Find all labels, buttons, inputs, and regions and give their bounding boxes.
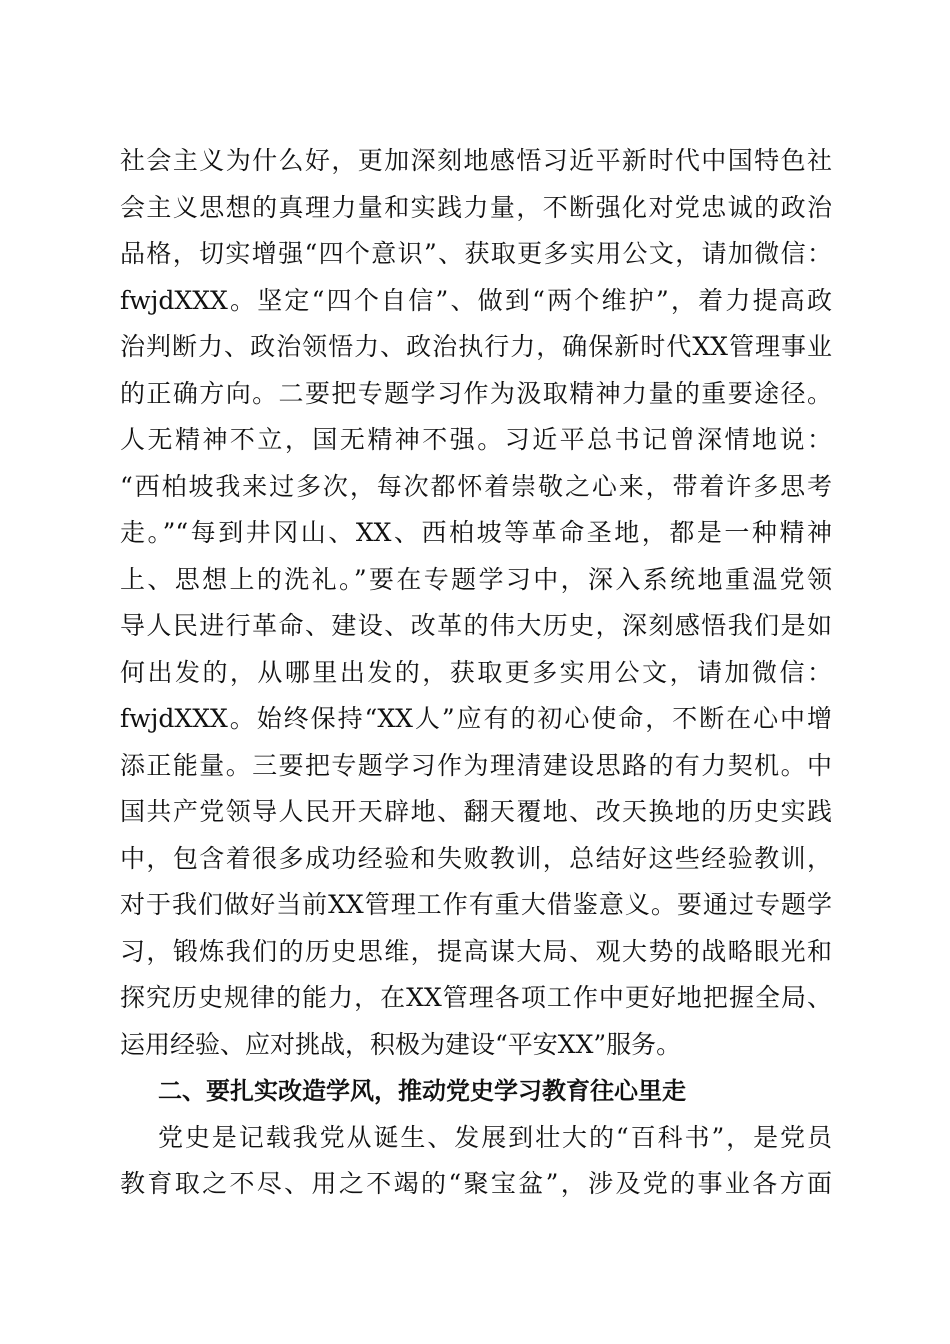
text-line: 会主义思想的真理力量和实践力量，不断强化对党忠诚的政治 [120,192,832,222]
text-line: 品格，切实增强“四个意识”、获取更多实用公文，请加微信： [120,239,832,268]
text-line: 对于我们做好当前XX管理工作有重大借鉴意义。要通过专题学 [120,890,832,919]
text-line: 的正确方向。二要把专题学习作为汲取精神力量的重要途径。 [120,378,832,408]
text-line: 探究历史规律的能力，在XX管理各项工作中更好地把握全局、 [120,983,832,1012]
text-line: 上、思想上的洗礼。”要在专题学习中，深入系统地重温党领 [120,564,832,594]
text-line: 中，包含着很多成功经验和失败教训，总结好这些经验教训， [120,843,832,873]
text-line: 添正能量。三要把专题学习作为理清建设思路的有力契机。中 [120,750,832,780]
text-line: 运用经验、应对挑战，积极为建设“平安XX”服务。 [120,1029,682,1059]
text-line: 人无精神不立，国无精神不强。习近平总书记曾深情地说： [120,425,832,454]
text-line: 治判断力、政治领悟力、政治执行力，确保新时代XX管理事业 [120,332,832,361]
document-body [120,138,832,1208]
text-line: 社会主义为什么好，更加深刻地感悟习近平新时代中国特色社 [120,146,832,175]
text-line: 习，锻炼我们的历史思维，提高谋大局、观大势的战略眼光和 [120,936,832,966]
text-line: 国共产党领导人民开天辟地、翻天覆地、改天换地的历史实践 [120,797,832,826]
text-line: 导人民进行革命、建设、改革的伟大历史，深刻感悟我们是如 [120,611,832,640]
text-line: 教育取之不尽、用之不竭的“聚宝盆”，涉及党的事业各方面 [120,1169,832,1198]
text-line: 走。”“每到井冈山、XX、西柏坡等革命圣地，都是一种精神 [120,518,832,547]
section-heading: 二、要扎实改造学风，推动党史学习教育往心里走 [158,1077,686,1105]
text-line: fwjdXXX。坚定“四个自信”、做到“两个维护”，着力提高政 [120,285,832,315]
text-line: 何出发的，从哪里出发的，获取更多实用公文，请加微信： [120,657,832,687]
text-line: fwjdXXX。始终保持“XX人”应有的初心使命，不断在心中增 [120,704,832,733]
text-line: 党史是记载我党从诞生、发展到壮大的“百科书”，是党员 [158,1122,832,1152]
text-line: “西柏坡我来过多次，每次都怀着崇敬之心来，带着许多思考 [120,471,832,501]
